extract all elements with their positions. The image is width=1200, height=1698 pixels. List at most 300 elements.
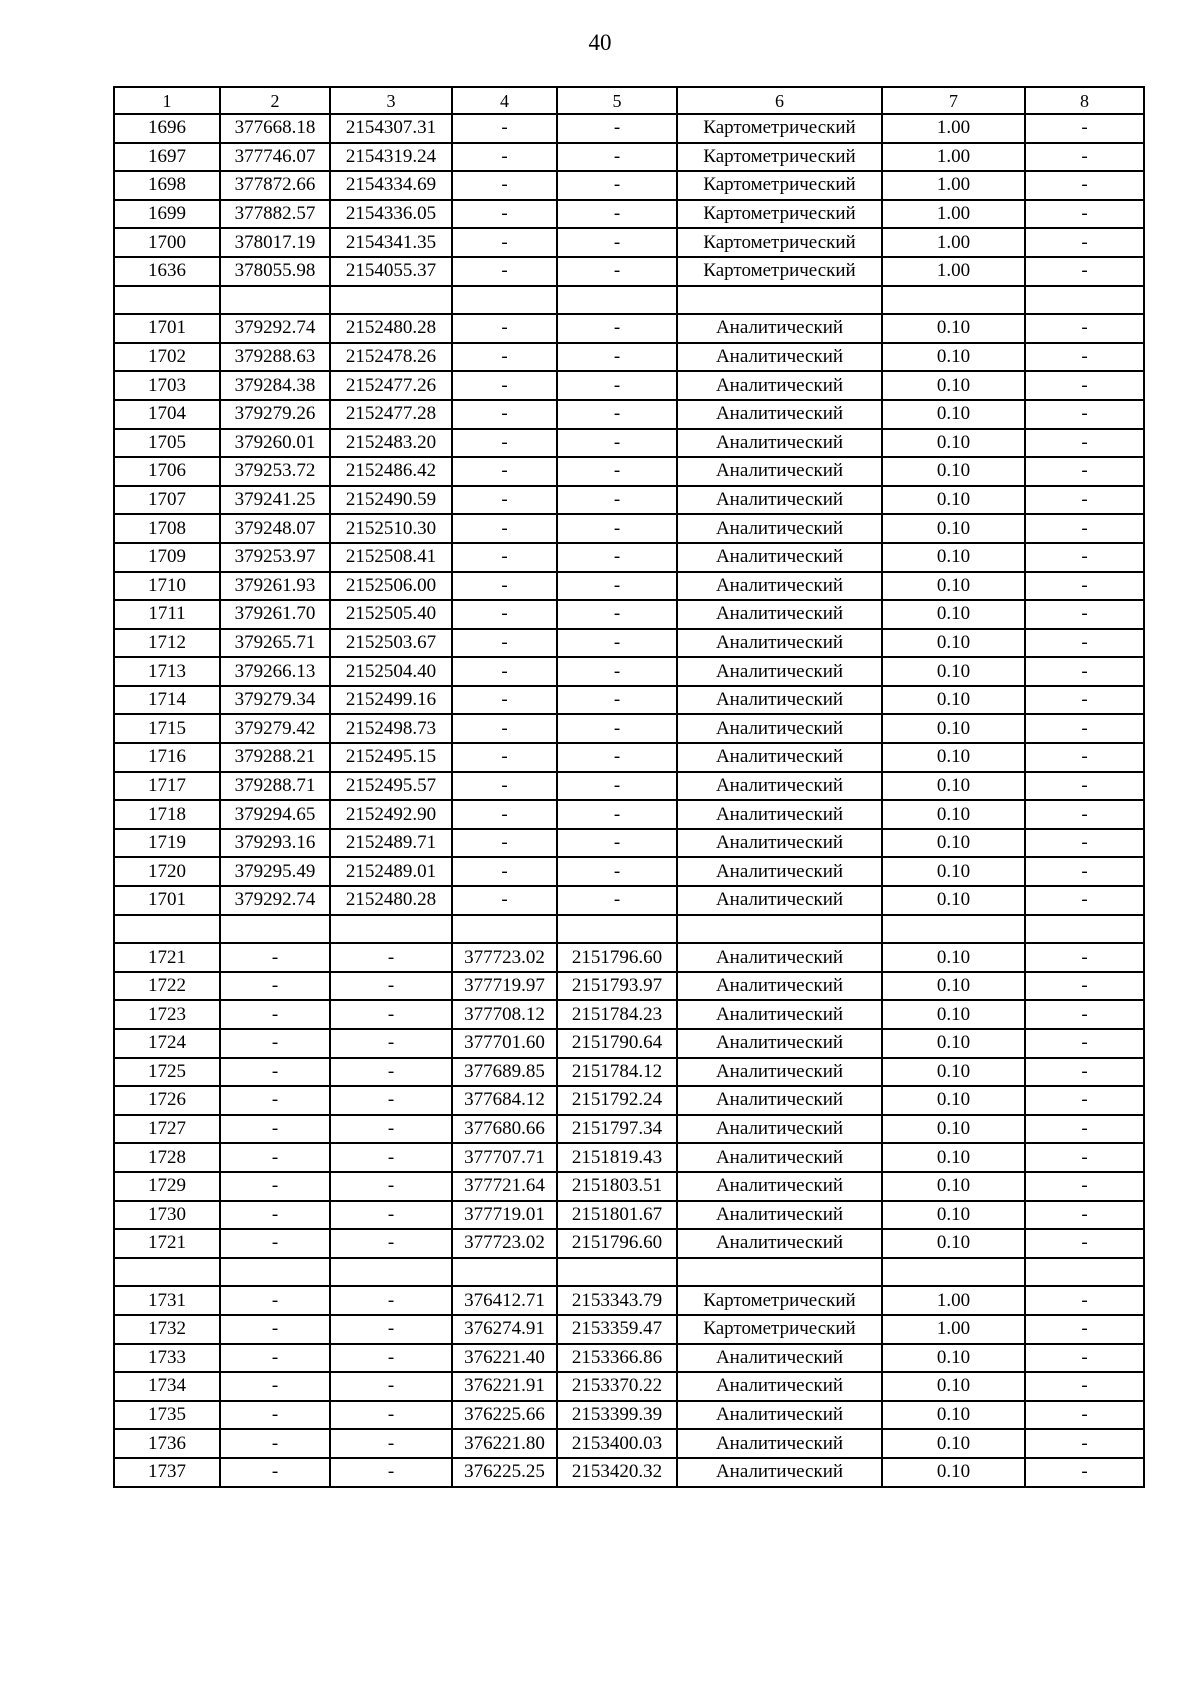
table-cell: 379288.63 [220, 343, 330, 372]
table-cell: 0.10 [882, 1000, 1025, 1029]
table-cell: - [1025, 686, 1144, 715]
table-cell: - [330, 1086, 452, 1115]
table-row [114, 371, 1144, 400]
table-cell: 1734 [114, 1372, 220, 1401]
table-cell: - [1025, 1229, 1144, 1258]
table-cell: 379253.72 [220, 457, 330, 486]
table-cell: 2152483.20 [330, 429, 452, 458]
table-cell: 0.10 [882, 1115, 1025, 1144]
table-cell: - [1025, 1458, 1144, 1487]
table-cell: Аналитический [677, 1058, 882, 1087]
table-row [114, 429, 1144, 458]
table-cell: - [1025, 743, 1144, 772]
table-row [114, 714, 1144, 743]
table-cell: 1.00 [882, 1286, 1025, 1315]
table-cell: 2152489.71 [330, 829, 452, 858]
table-cell: 2151801.67 [557, 1201, 677, 1230]
table-cell: 376274.91 [452, 1315, 557, 1344]
table-cell: - [1025, 1115, 1144, 1144]
table-cell: - [1025, 1429, 1144, 1458]
table-cell: 2154334.69 [330, 171, 452, 200]
table-cell: 379292.74 [220, 314, 330, 343]
table-cell: - [1025, 572, 1144, 601]
table-cell: 1702 [114, 343, 220, 372]
table-cell: 377680.66 [452, 1115, 557, 1144]
table-cell: - [1025, 1086, 1144, 1115]
table-cell: - [1025, 886, 1144, 915]
table-cell: 1.00 [882, 114, 1025, 143]
table-cell: - [557, 200, 677, 229]
table-cell [1025, 1258, 1144, 1287]
table-cell: 1728 [114, 1143, 220, 1172]
table-cell: 379265.71 [220, 629, 330, 658]
table-cell: - [557, 829, 677, 858]
table-cell: Аналитический [677, 457, 882, 486]
table-cell: Картометрический [677, 1286, 882, 1315]
table-cell: - [557, 800, 677, 829]
table-cell: 376225.25 [452, 1458, 557, 1487]
table-cell: 1705 [114, 429, 220, 458]
table-cell: 1718 [114, 800, 220, 829]
table-row [114, 829, 1144, 858]
table-cell: - [220, 1201, 330, 1230]
table-cell: 2152489.01 [330, 857, 452, 886]
table-cell: 1.00 [882, 200, 1025, 229]
table-cell: 2153400.03 [557, 1429, 677, 1458]
table-cell: 2151784.12 [557, 1058, 677, 1087]
table-cell: 1.00 [882, 257, 1025, 286]
table-cell: - [452, 600, 557, 629]
table-cell: 0.10 [882, 714, 1025, 743]
table-cell: - [330, 1286, 452, 1315]
table-row [114, 114, 1144, 143]
table-cell [220, 915, 330, 944]
table-cell: Картометрический [677, 200, 882, 229]
table-row [114, 1372, 1144, 1401]
table-row [114, 1058, 1144, 1087]
table-cell [114, 1258, 220, 1287]
table-cell: - [452, 800, 557, 829]
table-row [114, 1000, 1144, 1029]
table-cell: 376412.71 [452, 1286, 557, 1315]
table-cell: 377723.02 [452, 943, 557, 972]
table-cell: Аналитический [677, 1115, 882, 1144]
table-cell: - [1025, 343, 1144, 372]
table-cell: 0.10 [882, 1029, 1025, 1058]
table-cell: 1732 [114, 1315, 220, 1344]
table-cell: - [452, 200, 557, 229]
table-cell: Картометрический [677, 1315, 882, 1344]
table-cell: 379293.16 [220, 829, 330, 858]
table-cell: 2152498.73 [330, 714, 452, 743]
table-cell: - [1025, 829, 1144, 858]
table-cell: 1.00 [882, 228, 1025, 257]
table-cell: - [1025, 657, 1144, 686]
table-row [114, 1115, 1144, 1144]
table-cell: 0.10 [882, 600, 1025, 629]
table-cell: 2152480.28 [330, 886, 452, 915]
table-cell: 377707.71 [452, 1143, 557, 1172]
table-cell: 0.10 [882, 371, 1025, 400]
table-cell: Аналитический [677, 629, 882, 658]
table-cell: 1721 [114, 943, 220, 972]
table-cell: 0.10 [882, 1143, 1025, 1172]
table-cell: - [1025, 143, 1144, 172]
table-cell [452, 1258, 557, 1287]
table-cell: 1700 [114, 228, 220, 257]
table-cell: - [557, 143, 677, 172]
table-cell: - [557, 457, 677, 486]
table-cell: 1727 [114, 1115, 220, 1144]
table-cell: - [330, 1401, 452, 1430]
table-row [114, 1143, 1144, 1172]
table-cell: - [220, 1315, 330, 1344]
column-header: 4 [452, 87, 557, 114]
table-cell: - [452, 429, 557, 458]
table-cell: 1699 [114, 200, 220, 229]
table-cell: - [1025, 228, 1144, 257]
table-cell: 379294.65 [220, 800, 330, 829]
table-cell: 1713 [114, 657, 220, 686]
table-cell: 2153359.47 [557, 1315, 677, 1344]
column-header: 6 [677, 87, 882, 114]
table-cell [882, 915, 1025, 944]
table-cell: - [330, 1143, 452, 1172]
table-cell: - [452, 171, 557, 200]
table-cell: - [557, 486, 677, 515]
table-cell: - [330, 1201, 452, 1230]
table-cell: 1725 [114, 1058, 220, 1087]
table-cell: 2152490.59 [330, 486, 452, 515]
table-cell: - [330, 943, 452, 972]
table-cell: Аналитический [677, 600, 882, 629]
table-cell: - [452, 629, 557, 658]
table-cell: - [557, 228, 677, 257]
table-cell: Аналитический [677, 343, 882, 372]
table-cell: 1729 [114, 1172, 220, 1201]
table-cell: Картометрический [677, 143, 882, 172]
table-row [114, 800, 1144, 829]
table-cell: 2152478.26 [330, 343, 452, 372]
table-cell: 377746.07 [220, 143, 330, 172]
table-cell: 0.10 [882, 343, 1025, 372]
table-cell: - [452, 143, 557, 172]
table-cell: 0.10 [882, 1201, 1025, 1230]
table-cell: 377668.18 [220, 114, 330, 143]
table-cell: - [330, 1458, 452, 1487]
table-cell [677, 1258, 882, 1287]
table-cell: - [1025, 1201, 1144, 1230]
table-cell: 0.10 [882, 1058, 1025, 1087]
table-cell: - [1025, 457, 1144, 486]
table-cell: 1.00 [882, 171, 1025, 200]
table-cell: - [452, 314, 557, 343]
table-row [114, 1344, 1144, 1373]
table-cell [452, 286, 557, 315]
table-cell: - [220, 1344, 330, 1373]
table-cell: 0.10 [882, 1458, 1025, 1487]
table-cell: 2153370.22 [557, 1372, 677, 1401]
table-cell: 1710 [114, 572, 220, 601]
table-cell: - [1025, 629, 1144, 658]
table-cell: 2151803.51 [557, 1172, 677, 1201]
table-cell: Аналитический [677, 1372, 882, 1401]
table-cell: Аналитический [677, 1029, 882, 1058]
table-cell: 2151797.34 [557, 1115, 677, 1144]
table-cell: 379279.34 [220, 686, 330, 715]
table-cell: 2153343.79 [557, 1286, 677, 1315]
table-cell: 2151790.64 [557, 1029, 677, 1058]
table-cell: 379261.70 [220, 600, 330, 629]
table-cell: - [452, 114, 557, 143]
table-cell: - [452, 686, 557, 715]
table-cell: Аналитический [677, 1429, 882, 1458]
table-cell: 376225.66 [452, 1401, 557, 1430]
table-cell: 2152503.67 [330, 629, 452, 658]
table-cell: 1696 [114, 114, 220, 143]
table-row [114, 600, 1144, 629]
column-header: 7 [882, 87, 1025, 114]
table-cell: 2152505.40 [330, 600, 452, 629]
table-row [114, 743, 1144, 772]
table-cell: Картометрический [677, 257, 882, 286]
table-cell: 0.10 [882, 800, 1025, 829]
column-header: 8 [1025, 87, 1144, 114]
table-cell: Аналитический [677, 1201, 882, 1230]
table-cell: - [1025, 1172, 1144, 1201]
table-cell: 377684.12 [452, 1086, 557, 1115]
table-cell: - [1025, 257, 1144, 286]
table-cell: 0.10 [882, 457, 1025, 486]
table-cell: - [220, 943, 330, 972]
table-cell: - [452, 772, 557, 801]
table-cell: - [220, 1429, 330, 1458]
table-cell: Аналитический [677, 400, 882, 429]
table-cell: 1.00 [882, 143, 1025, 172]
table-row [114, 886, 1144, 915]
table-cell: 0.10 [882, 1229, 1025, 1258]
table-cell: 0.10 [882, 1429, 1025, 1458]
table-cell: 0.10 [882, 514, 1025, 543]
table-cell [677, 286, 882, 315]
table-cell: 379288.21 [220, 743, 330, 772]
table-cell: - [557, 400, 677, 429]
table-row [114, 1429, 1144, 1458]
table-cell: 379295.49 [220, 857, 330, 886]
table-cell: 2153366.86 [557, 1344, 677, 1373]
table-cell: - [220, 1372, 330, 1401]
table-cell: 2151796.60 [557, 1229, 677, 1258]
table-cell: 2152477.26 [330, 371, 452, 400]
table-row [114, 943, 1144, 972]
table-cell: - [330, 1000, 452, 1029]
table-cell: - [1025, 1058, 1144, 1087]
table-cell [677, 915, 882, 944]
table-row [114, 286, 1144, 315]
table-cell: - [452, 257, 557, 286]
table-row [114, 1401, 1144, 1430]
table-cell: - [1025, 314, 1144, 343]
table-cell: - [220, 1143, 330, 1172]
table-cell: Аналитический [677, 1000, 882, 1029]
table-cell: - [220, 1115, 330, 1144]
table-row [114, 1286, 1144, 1315]
table-cell: 1701 [114, 886, 220, 915]
table-cell [452, 915, 557, 944]
table-cell: 2151784.23 [557, 1000, 677, 1029]
table-cell: 1723 [114, 1000, 220, 1029]
table-cell: - [557, 714, 677, 743]
table-cell: Аналитический [677, 743, 882, 772]
table-cell: - [220, 1058, 330, 1087]
table-cell: 379279.26 [220, 400, 330, 429]
table-cell: Аналитический [677, 572, 882, 601]
table-cell: - [1025, 1029, 1144, 1058]
table-cell [882, 286, 1025, 315]
table-cell: Аналитический [677, 857, 882, 886]
table-cell: - [330, 1429, 452, 1458]
table-cell: 378055.98 [220, 257, 330, 286]
table-cell [114, 286, 220, 315]
table-cell: 0.10 [882, 486, 1025, 515]
table-cell: 1697 [114, 143, 220, 172]
table-cell: - [557, 371, 677, 400]
table-cell: 0.10 [882, 1344, 1025, 1373]
table-cell: - [452, 657, 557, 686]
table-cell: 377882.57 [220, 200, 330, 229]
table-cell: 1733 [114, 1344, 220, 1373]
table-cell: Аналитический [677, 1143, 882, 1172]
table-cell: 379253.97 [220, 543, 330, 572]
table-cell: 0.10 [882, 772, 1025, 801]
table-cell: 0.10 [882, 857, 1025, 886]
table-cell: - [557, 171, 677, 200]
table-row [114, 857, 1144, 886]
table-cell: Аналитический [677, 1401, 882, 1430]
table-cell [220, 286, 330, 315]
table-cell: 0.10 [882, 657, 1025, 686]
table-cell: - [452, 228, 557, 257]
table-cell: - [330, 972, 452, 1001]
table-row [114, 143, 1144, 172]
table-cell: 2152495.15 [330, 743, 452, 772]
table-cell: - [557, 886, 677, 915]
table-cell: 2153420.32 [557, 1458, 677, 1487]
table-cell: - [557, 314, 677, 343]
table-row [114, 543, 1144, 572]
table-cell: 1711 [114, 600, 220, 629]
table-cell: 2152480.28 [330, 314, 452, 343]
table-cell: - [330, 1029, 452, 1058]
table-cell: 378017.19 [220, 228, 330, 257]
table-cell: - [1025, 1401, 1144, 1430]
table-cell: - [1025, 800, 1144, 829]
table-row [114, 457, 1144, 486]
table-cell: Картометрический [677, 114, 882, 143]
table-cell: 2152510.30 [330, 514, 452, 543]
table-cell: Аналитический [677, 1229, 882, 1258]
table-cell: - [1025, 714, 1144, 743]
table-cell: 0.10 [882, 743, 1025, 772]
table-cell: - [330, 1372, 452, 1401]
table-cell: - [330, 1229, 452, 1258]
table-cell: 1636 [114, 257, 220, 286]
table-cell: - [1025, 429, 1144, 458]
table-cell: Аналитический [677, 514, 882, 543]
table-body [114, 114, 1144, 1487]
table-cell: 1737 [114, 1458, 220, 1487]
table-cell: 377721.64 [452, 1172, 557, 1201]
table-cell: 0.10 [882, 1401, 1025, 1430]
table-cell: - [452, 857, 557, 886]
table-cell: 377719.97 [452, 972, 557, 1001]
table-cell [114, 915, 220, 944]
page-number: 40 [588, 30, 612, 55]
table-cell: 2151819.43 [557, 1143, 677, 1172]
table-cell: 0.10 [882, 429, 1025, 458]
table-cell: 1708 [114, 514, 220, 543]
table-cell: - [1025, 200, 1144, 229]
table-cell: Аналитический [677, 371, 882, 400]
table-cell: 0.10 [882, 829, 1025, 858]
table-row [114, 1086, 1144, 1115]
table-cell: 377719.01 [452, 1201, 557, 1230]
table-cell: - [330, 1115, 452, 1144]
table-cell: 2152504.40 [330, 657, 452, 686]
column-header: 2 [220, 87, 330, 114]
table-cell: - [557, 629, 677, 658]
table-cell: Аналитический [677, 543, 882, 572]
table-cell: - [557, 343, 677, 372]
table-cell: 0.10 [882, 314, 1025, 343]
table-cell: - [1025, 114, 1144, 143]
table-cell: Аналитический [677, 1172, 882, 1201]
table-cell: 1714 [114, 686, 220, 715]
table-cell: 2154055.37 [330, 257, 452, 286]
table-header [114, 87, 1144, 114]
table-cell: Аналитический [677, 886, 882, 915]
table-cell: - [220, 1458, 330, 1487]
table-cell: 376221.40 [452, 1344, 557, 1373]
table-cell: - [220, 1229, 330, 1258]
table-cell: - [557, 257, 677, 286]
table-cell: 2152506.00 [330, 572, 452, 601]
table-row [114, 314, 1144, 343]
table-cell: - [452, 486, 557, 515]
table-cell: - [452, 886, 557, 915]
table-cell: Картометрический [677, 171, 882, 200]
table-cell: 377872.66 [220, 171, 330, 200]
table-cell: 376221.91 [452, 1372, 557, 1401]
table-cell: - [452, 343, 557, 372]
table-cell: 379266.13 [220, 657, 330, 686]
table-cell: 0.10 [882, 572, 1025, 601]
table-cell: - [1025, 972, 1144, 1001]
table-cell: 2152492.90 [330, 800, 452, 829]
table-cell: 376221.80 [452, 1429, 557, 1458]
table-cell: 1717 [114, 772, 220, 801]
table-row [114, 257, 1144, 286]
table-cell: - [330, 1172, 452, 1201]
table-cell: 379260.01 [220, 429, 330, 458]
table-cell: Аналитический [677, 314, 882, 343]
table-cell: 1.00 [882, 1315, 1025, 1344]
table-cell: 0.10 [882, 943, 1025, 972]
table-cell: - [1025, 1344, 1144, 1373]
table-cell: 0.10 [882, 1372, 1025, 1401]
table-cell [882, 1258, 1025, 1287]
table-row [114, 1315, 1144, 1344]
